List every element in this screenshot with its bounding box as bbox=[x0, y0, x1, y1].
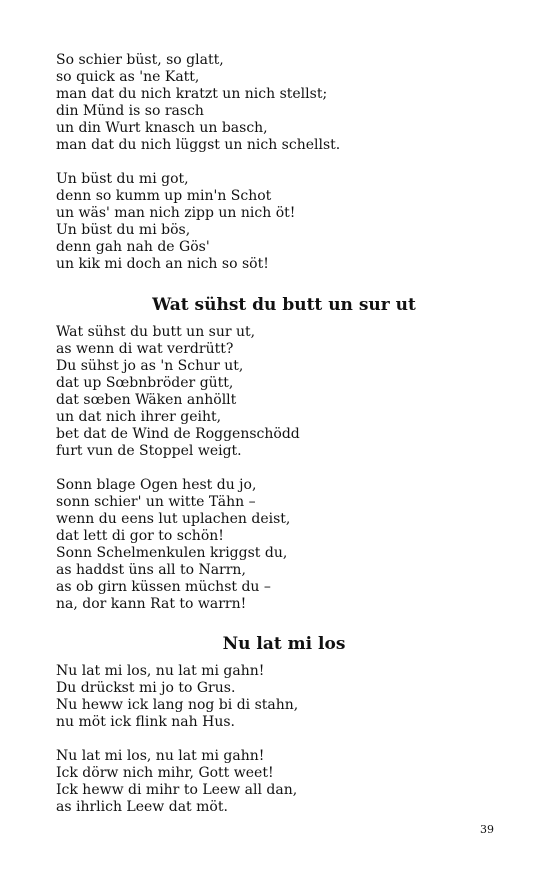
poem-line: un din Wurt knasch un basch, bbox=[56, 120, 268, 136]
poem-line: man dat du nich lüggst un nich schellst. bbox=[56, 137, 341, 153]
poem3-stanza-2 bbox=[56, 748, 496, 816]
poem-line: denn so kumm up min'n Schot bbox=[56, 188, 272, 204]
poem-line: denn gah nah de Gös' bbox=[56, 239, 210, 255]
poem-line: na, dor kann Rat to warrn! bbox=[56, 596, 247, 612]
stanza-gap bbox=[56, 154, 496, 171]
poem-line: un kik mi doch an nich so söt! bbox=[56, 256, 269, 272]
poem-line: din Münd is so rasch bbox=[56, 103, 204, 119]
poem-line: Ick heww di mihr to Leew all dan, bbox=[56, 782, 298, 798]
poem-line: man dat du nich kratzt un nich stellst; bbox=[56, 86, 328, 102]
poem-line: bet dat de Wind de Roggenschödd bbox=[56, 426, 300, 442]
text-column bbox=[56, 52, 496, 816]
poem-line: So schier büst, so glatt, bbox=[56, 52, 224, 68]
page-number: 39 bbox=[480, 823, 494, 836]
poem-line: dat sœben Wäken anhöllt bbox=[56, 392, 237, 408]
poem-line: sonn schier' un witte Tähn – bbox=[56, 494, 256, 510]
poem-title: Wat sühst du butt un sur ut bbox=[152, 295, 416, 315]
poem1-stanza-1 bbox=[56, 52, 496, 154]
poem-line: as ihrlich Leew dat möt. bbox=[56, 799, 228, 815]
poem-line: Wat sühst du butt un sur ut, bbox=[56, 324, 256, 340]
title-spacer bbox=[56, 613, 496, 634]
stanza-gap bbox=[56, 731, 496, 748]
title-spacer bbox=[56, 654, 496, 663]
poem1-stanza-2 bbox=[56, 171, 496, 273]
poem-line: Nu heww ick lang nog bi di stahn, bbox=[56, 697, 299, 713]
poem-line: un dat nich ihrer geiht, bbox=[56, 409, 222, 425]
stanza-gap bbox=[56, 460, 496, 477]
poem-line: Nu lat mi los, nu lat mi gahn! bbox=[56, 748, 265, 764]
poem-line: Un büst du mi bös, bbox=[56, 222, 191, 238]
poem-line: so quick as 'ne Katt, bbox=[56, 69, 200, 85]
poem-line: dat lett di gor to schön! bbox=[56, 528, 224, 544]
poem2-stanza-1 bbox=[56, 324, 496, 460]
poem-line: Sonn Schelmenkulen kriggst du, bbox=[56, 545, 288, 561]
poem2-stanza-2 bbox=[56, 477, 496, 613]
poem-title: Nu lat mi los bbox=[222, 634, 346, 654]
title-spacer bbox=[56, 315, 496, 324]
poem-line: furt vun de Stoppel weigt. bbox=[56, 443, 242, 459]
poem-line: Sonn blage Ogen hest du jo, bbox=[56, 477, 257, 493]
poem-line: dat up Sœbnbröder gütt, bbox=[56, 375, 234, 391]
poem-line: Un büst du mi got, bbox=[56, 171, 189, 187]
poem-line: as haddst üns all to Narrn, bbox=[56, 562, 246, 578]
poem-line: Ick dörw nich mihr, Gott weet! bbox=[56, 765, 274, 781]
poem3-stanza-1 bbox=[56, 663, 496, 731]
poem-line: as ob girn küssen müchst du – bbox=[56, 579, 271, 595]
poem-line: Nu lat mi los, nu lat mi gahn! bbox=[56, 663, 265, 679]
title-spacer bbox=[56, 273, 496, 295]
poem-line: as wenn di wat verdrütt? bbox=[56, 341, 234, 357]
poem-line: nu möt ick flink nah Hus. bbox=[56, 714, 235, 730]
poem-line: Du drückst mi jo to Grus. bbox=[56, 680, 236, 696]
poem-line: wenn du eens lut uplachen deist, bbox=[56, 511, 291, 527]
poem-line: Du sühst jo as 'n Schur ut, bbox=[56, 358, 244, 374]
poem-line: un wäs' man nich zipp un nich öt! bbox=[56, 205, 296, 221]
